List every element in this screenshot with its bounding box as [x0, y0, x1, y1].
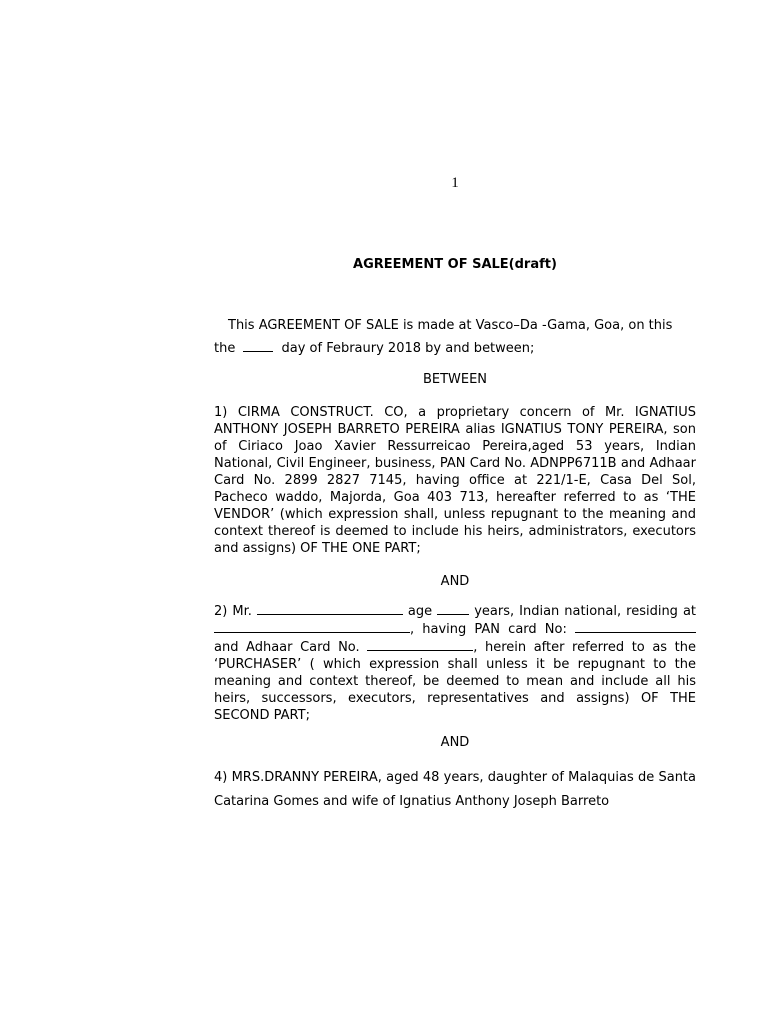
party2-prefix: 2) Mr. — [214, 604, 252, 619]
page-number: 1 — [451, 175, 459, 191]
intro-paragraph — [214, 314, 696, 360]
intro-line-2-rest: day of Febraury 2018 by and between; — [281, 341, 535, 356]
between-heading: BETWEEN — [422, 372, 488, 387]
party2-rest: , herein after referred to as the ‘PURCHASER’ ( which expression shall unless it be repugnant to the meaning and context thereof, be deemed to mean and include all his heirs, successors, executors, representatives and assigns) OF THE SECOND PART; — [214, 640, 696, 723]
party-two-paragraph — [214, 602, 696, 724]
party2-years-label: years, Indian national, — [474, 604, 622, 619]
purchaser-address-blank — [214, 620, 410, 633]
purchaser-pan-blank — [575, 620, 696, 633]
party-four-paragraph: 4) MRS.DRANNY PEREIRA, aged 48 years, daughter of Malaquias de Santa Catarina Gomes and wife of Ignatius Anthony Joseph Barreto — [214, 770, 696, 809]
day-blank — [243, 339, 273, 352]
purchaser-age-blank — [437, 602, 469, 615]
document-title: AGREEMENT OF SALE(draft) — [353, 257, 557, 272]
and-heading-1: AND — [440, 574, 470, 589]
party2-aadhaar-label: and Adhaar Card No. — [214, 640, 360, 655]
party2-age-label: age — [407, 604, 433, 619]
purchaser-name-blank — [257, 602, 403, 615]
party-one-paragraph: 1) CIRMA CONSTRUCT. CO, a proprietary concern of Mr. IGNATIUS ANTHONY JOSEPH BARRETO PEREIRA alias IGNATIUS TONY PEREIRA, son of Ciriaco Joao Xavier Ressurreicao Pereira,aged 53 years, Indian National, Civil Engineer, business, PAN Card No. ADNPP6711B and Adhaar Card No. 2899 2827 7145, having office at 221/1-E, Casa Del Sol, Pacheco waddo, Majorda, Goa 403 713, hereafter referred to as ‘THE VENDOR’ (which expression shall, unless repugnant to the meaning and context thereof is deemed to include his heirs, administrators, executors and assigns) OF THE ONE PART; — [214, 405, 696, 556]
and-heading-2: AND — [440, 735, 470, 750]
intro-line-2 — [214, 337, 696, 360]
intro-line-1: This AGREEMENT OF SALE is made at Vasco–Da -Gama, Goa, on this — [228, 318, 673, 333]
purchaser-aadhaar-blank — [367, 638, 473, 651]
party2-pan-label: , having PAN card No: — [410, 622, 567, 637]
party2-residing-label: residing at — [626, 604, 697, 619]
intro-the: the — [214, 341, 236, 356]
